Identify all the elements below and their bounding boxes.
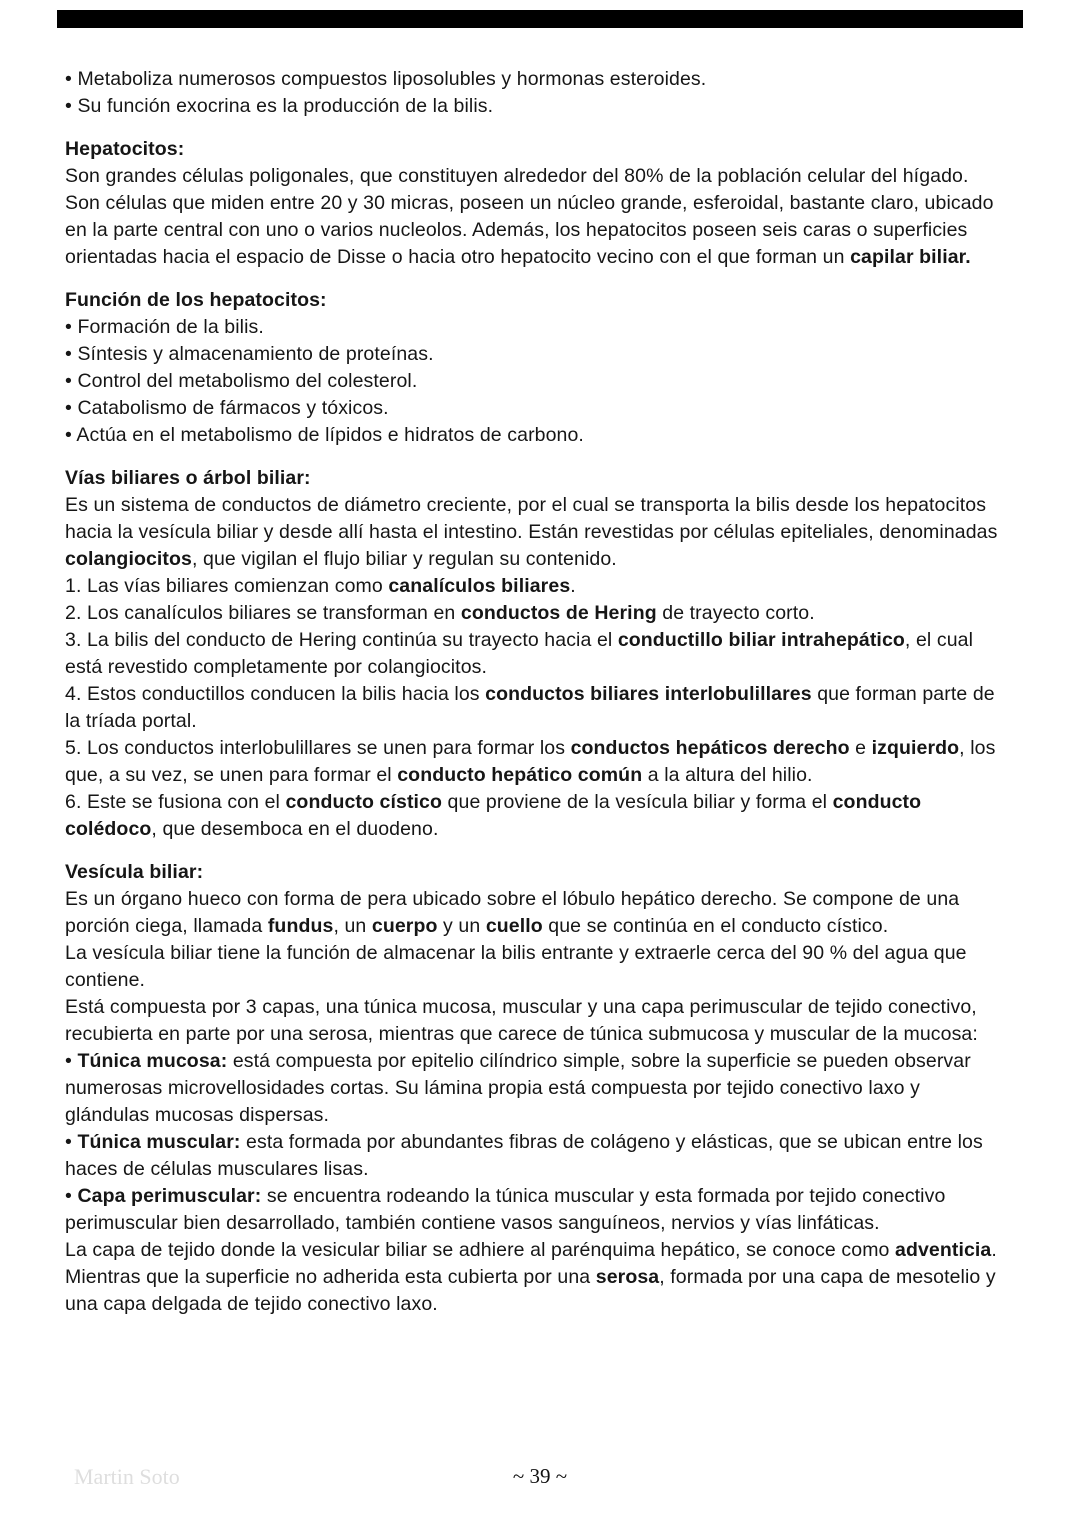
text-run: conductillo biliar intrahepático (617, 629, 905, 651)
text-line (65, 244, 1025, 271)
text-line (65, 1210, 1025, 1237)
text-line (65, 1129, 1025, 1156)
text-run: , formada por una capa de mesotelio y (659, 1266, 996, 1288)
text-line (65, 762, 1025, 789)
text-run: colangiocitos (65, 548, 192, 570)
text-run: está compuesta por epitelio cilíndrico simple, sobre la superficie se pueden observar (227, 1050, 971, 1072)
text-run: hacia la vesícula biliar y desde allí hasta el intestino. Están revestidas por células epiteliales, denominadas (65, 521, 998, 543)
text-line (65, 789, 1025, 816)
text-run: conductos biliares interlobulillares (485, 683, 812, 705)
text-line (65, 368, 1025, 395)
text-run: 5. Los conductos interlobulillares se unen para formar los (65, 737, 571, 759)
text-run: Túnica mucosa: (77, 1050, 228, 1072)
text-line (65, 1048, 1025, 1075)
text-run: glándulas mucosas dispersas. (65, 1104, 330, 1126)
text-line (65, 708, 1025, 735)
section-gap (65, 120, 1025, 136)
text-line (65, 190, 1025, 217)
text-line (65, 886, 1025, 913)
text-run: • Su función exocrina es la producción de la bilis. (65, 95, 494, 117)
text-run: Son grandes células poligonales, que constituyen alrededor del 80% de la población celular del hígado. (65, 165, 969, 187)
text-run: Es un sistema de conductos de diámetro creciente, por el cual se transporta la bilis desde los hepatocitos (65, 494, 987, 516)
text-run: cuello (485, 915, 543, 937)
text-line (65, 735, 1025, 762)
text-run: 2. Los canalículos biliares se transforman en (65, 602, 461, 624)
text-run: 4. Estos conductillos conducen la bilis hacia los (65, 683, 486, 705)
document-body (65, 66, 1025, 1318)
text-run: conducto hepático común (397, 764, 643, 786)
text-run: La vesícula biliar tiene la función de almacenar la bilis entrante y extraerle cerca del 90 % del agua que (65, 942, 967, 964)
text-line (65, 395, 1025, 422)
text-run: izquierdo (871, 737, 960, 759)
footer-author: Martin Soto (74, 1464, 180, 1489)
text-run: contiene. (65, 969, 146, 991)
text-line (65, 341, 1025, 368)
text-line (65, 627, 1025, 654)
text-run: Mientras que la superficie no adherida esta cubierta por una (65, 1266, 596, 1288)
text-line (65, 1264, 1025, 1291)
text-run: fundus (267, 915, 334, 937)
text-run: porción ciega, llamada (65, 915, 268, 937)
text-run: y un (437, 915, 486, 937)
text-run: conducto (832, 791, 922, 813)
text-line (65, 66, 1025, 93)
text-run: • Control del metabolismo del colesterol. (65, 370, 418, 392)
text-line (65, 93, 1025, 120)
text-run: • (65, 1131, 78, 1153)
text-run: cuerpo (371, 915, 438, 937)
text-run: • Metaboliza numerosos compuestos liposolubles y hormonas esteroides. (65, 68, 707, 90)
section-heading: Vesícula biliar: (65, 861, 204, 883)
text-run: esta formada por abundantes fibras de colágeno y elásticas, que se ubican entre los (240, 1131, 983, 1153)
text-run: numerosas microvellosidades cortas. Su lámina propia está compuesta por tejido conectivo laxo y (65, 1077, 920, 1099)
text-line (65, 681, 1025, 708)
section-gap (65, 843, 1025, 859)
text-run: Está compuesta por 3 capas, una túnica mucosa, muscular y una capa perimuscular de tejido conectivo, (65, 996, 977, 1018)
section-gap (65, 449, 1025, 465)
text-run: Son células que miden entre 20 y 30 micras, poseen un núcleo grande, esferoidal, bastante claro, ubicado (65, 192, 994, 214)
text-run: Túnica muscular: (77, 1131, 241, 1153)
section-heading: Vías biliares o árbol biliar: (65, 467, 311, 489)
text-line (65, 546, 1025, 573)
text-line (65, 967, 1025, 994)
text-run: está revestido completamente por colangiocitos. (65, 656, 488, 678)
text-run: que forman parte de (811, 683, 995, 705)
text-run: , un (333, 915, 372, 937)
text-run: serosa (595, 1266, 660, 1288)
text-run: conductos hepáticos derecho (570, 737, 850, 759)
text-line (65, 217, 1025, 244)
text-run: , el cual (904, 629, 974, 651)
text-run: colédoco (65, 818, 152, 840)
text-run: • (65, 1185, 78, 1207)
header-bar (57, 10, 1023, 28)
text-run: Es un órgano hueco con forma de pera ubicado sobre el lóbulo hepático derecho. Se compone de una (65, 888, 960, 910)
text-line (65, 1183, 1025, 1210)
text-line (65, 422, 1025, 449)
text-line (65, 1021, 1025, 1048)
text-run: orientadas hacia el espacio de Disse o hacia otro hepatocito vecino con el que forman un (65, 246, 851, 268)
text-run: la tríada portal. (65, 710, 197, 732)
text-run: que, a su vez, se unen para formar el (65, 764, 398, 786)
text-run: capilar biliar. (850, 246, 971, 268)
text-run: conductos de Hering (460, 602, 657, 624)
text-line (65, 1075, 1025, 1102)
text-run: se encuentra rodeando la túnica muscular y esta formada por tejido conectivo (261, 1185, 946, 1207)
text-run: La capa de tejido donde la vesicular biliar se adhiere al parénquima hepático, se conoce como (65, 1239, 895, 1261)
text-run: • Catabolismo de fármacos y tóxicos. (65, 397, 389, 419)
text-run: conducto cístico (285, 791, 443, 813)
text-line (65, 994, 1025, 1021)
text-run: recubierta en parte por una serosa, mientras que carece de túnica submucosa y muscular de la mucosa: (65, 1023, 978, 1045)
text-run: a la altura del hilio. (642, 764, 813, 786)
text-run: de trayecto corto. (656, 602, 815, 624)
text-run: adventicia (895, 1239, 992, 1261)
text-run: que proviene de la vesícula biliar y forma el (442, 791, 833, 813)
text-line (65, 816, 1025, 843)
section-gap (65, 271, 1025, 287)
text-run: • Actúa en el metabolismo de lípidos e hidratos de carbono. (65, 424, 584, 446)
text-run: , que vigilan el flujo biliar y regulan su contenido. (191, 548, 617, 570)
text-line (65, 314, 1025, 341)
text-line (65, 163, 1025, 190)
text-run: 3. La bilis del conducto de Hering continúa su trayecto hacia el (65, 629, 618, 651)
page-number: ~ 39 ~ (512, 1464, 568, 1488)
text-run: • (65, 1050, 78, 1072)
text-run: . (570, 575, 576, 597)
text-run: Capa perimuscular: (77, 1185, 262, 1207)
text-run: perimuscular bien desarrollado, también contiene vasos sanguíneos, nervios y vías linfáticas. (65, 1212, 880, 1234)
text-run: una capa delgada de tejido conectivo laxo. (65, 1293, 438, 1315)
text-line (65, 654, 1025, 681)
text-line (65, 1291, 1025, 1318)
text-run: 6. Este se fusiona con el (65, 791, 286, 813)
text-run: , que desemboca en el duodeno. (151, 818, 439, 840)
section-heading: Función de los hepatocitos: (65, 289, 327, 311)
text-run: 1. Las vías biliares comienzan como (65, 575, 389, 597)
text-line (65, 600, 1025, 627)
text-line (65, 1102, 1025, 1129)
text-run: e (849, 737, 872, 759)
text-line (65, 940, 1025, 967)
text-line (65, 573, 1025, 600)
text-line (65, 492, 1025, 519)
text-run: • Formación de la bilis. (65, 316, 264, 338)
text-line (65, 519, 1025, 546)
text-run: haces de células musculares lisas. (65, 1158, 369, 1180)
section-heading: Hepatocitos: (65, 138, 185, 160)
text-line (65, 913, 1025, 940)
text-run: canalículos biliares (388, 575, 571, 597)
text-line (65, 1237, 1025, 1264)
text-run: en la parte central con uno o varios nucleolos. Además, los hepatocitos poseen seis caras o superficies (65, 219, 968, 241)
text-run: , los (959, 737, 996, 759)
text-line (65, 1156, 1025, 1183)
text-run: • Síntesis y almacenamiento de proteínas. (65, 343, 434, 365)
text-run: que se continúa en el conducto cístico. (542, 915, 889, 937)
text-run: . (991, 1239, 997, 1261)
